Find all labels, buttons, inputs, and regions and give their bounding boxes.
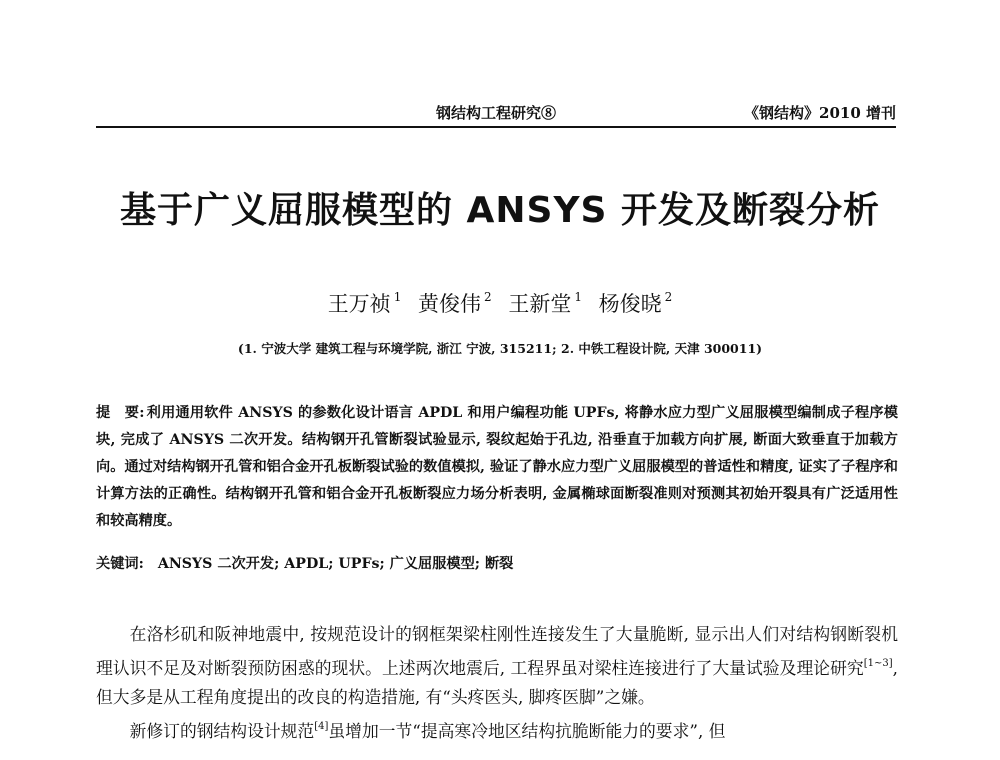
body-text (96, 620, 898, 746)
author-name: 杨俊晓 (598, 292, 662, 316)
paragraph-text: 虽增加一节“提高寒冷地区结构抗脆断能力的要求”, 但 (328, 721, 726, 741)
keywords-text: ANSYS 二次开发; APDL; UPFs; 广义屈服模型; 断裂 (157, 556, 514, 572)
running-header (96, 98, 896, 128)
citation-ref: [4] (314, 721, 329, 732)
keywords (96, 553, 898, 573)
keywords-label: 关键词: (96, 556, 144, 572)
paragraph-text: 在洛杉矶和阪神地震中, 按规范设计的钢框架梁柱刚性连接发生了大量脆断, 显示出人们对结构钢断裂机理认识不足及对断裂预防困惑的现状。上述两次地震后, 工程界虽对梁柱连接进行了大量试验及理论研究 (96, 624, 898, 678)
paper-title: 基于广义屈服模型的 ANSYS 开发及断裂分析 (120, 190, 880, 231)
paragraph (96, 620, 898, 712)
author-list (0, 288, 1000, 318)
abstract (96, 400, 898, 535)
paragraph (96, 712, 898, 746)
paragraph-text: 新修订的钢结构设计规范 (129, 721, 315, 741)
author-affiliation-mark: 1 (574, 290, 582, 304)
abstract-text: 利用通用软件 ANSYS 的参数化设计语言 APDL 和用户编程功能 UPFs, 将静水应力型广义屈服模型编制成子程序模块, 完成了 ANSYS 二次开发。结构钢开孔管断裂试验显示, 裂纹起始于孔边, 沿垂直于加载方向扩展, 断面大致垂直于加载方向。通过对结构钢开孔管和铝合金开孔板断裂试验的数值模拟, 验证了静水应力型广义屈服模型的普适性和精度, 证实了子程序和计算方法的正确性。结构钢开孔管和铝合金开孔板断裂应力场分析表明, 金属椭球面断裂准则对预测其初始开裂具有广泛适用性和较高精度。 (96, 405, 898, 529)
author-affiliation-mark: 2 (484, 290, 492, 304)
author-affiliation-mark: 2 (664, 290, 673, 304)
author (508, 292, 582, 316)
author-name: 王新堂 (508, 292, 572, 316)
author-name: 王万祯 (327, 292, 391, 316)
author (328, 292, 402, 316)
author (599, 292, 673, 316)
issue-label: 《钢结构》2010 增刊 (744, 104, 896, 122)
author (418, 292, 492, 316)
author-name: 黄俊伟 (418, 292, 482, 316)
journal-section-label: 钢结构工程研究⑧ (436, 104, 557, 122)
author-affiliation-mark: 1 (393, 290, 402, 304)
affiliation-line: (1. 宁波大学 建筑工程与环境学院, 浙江 宁波, 315211; 2. 中铁工程设计院, 天津 300011) (237, 341, 763, 356)
citation-ref: [1~3] (863, 658, 893, 669)
paragraph-text: , 但大多是从工程角度提出的改良的构造措施, 有“头疼医头, 脚疼医脚”之嫌。 (96, 658, 898, 707)
abstract-label: 提 要: (96, 405, 145, 421)
